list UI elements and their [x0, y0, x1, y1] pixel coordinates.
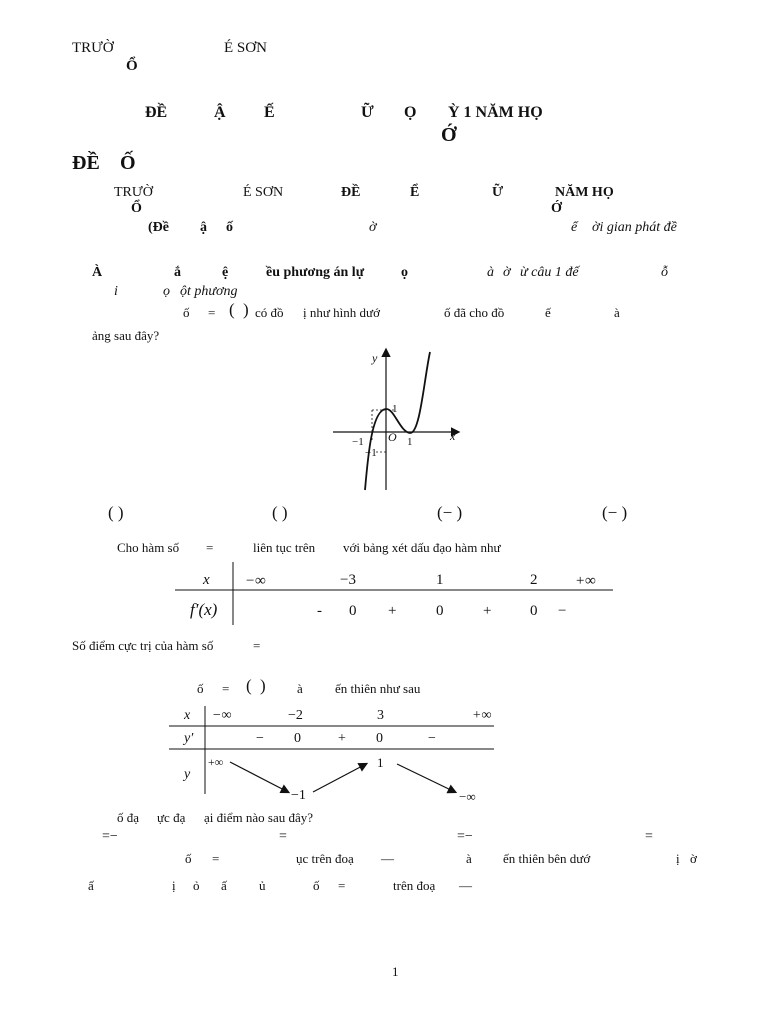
q2-text-3: với bảng xét dấu đạo hàm như: [343, 540, 501, 555]
de-label-2: Ố: [120, 152, 136, 174]
q3-table-m2: −2: [288, 708, 303, 723]
q2-table-x: x: [203, 572, 210, 588]
graph-tick-y-neg: −1: [365, 447, 377, 459]
page-number: 1: [392, 964, 399, 979]
title-part-2: Ậ: [214, 104, 226, 121]
q3-text-2: à: [297, 681, 303, 696]
note-d: ể: [571, 220, 578, 235]
q2-table-sign-4: −: [558, 603, 567, 619]
q4-l2-7: trên đoạ: [393, 878, 436, 893]
q2-table-1: 1: [436, 572, 444, 588]
section-a-line2-1: i: [114, 284, 118, 299]
q2-text-2: liên tục trên: [253, 540, 316, 555]
q4-l2-dash: —: [459, 878, 472, 893]
de-label-1: ĐỀ: [72, 152, 100, 174]
q3-answer-a[interactable]: =−: [102, 829, 118, 844]
graph-y-label: y: [372, 351, 378, 365]
q4-l2-3: ỏ: [193, 878, 200, 893]
section-a-5: ọ: [401, 265, 408, 280]
section-a-9: ỗ: [661, 265, 668, 280]
sub-year-diac: Ớ: [551, 201, 562, 216]
q3-table-sign-3: −: [428, 731, 436, 746]
q1-answer-d[interactable]: (− ): [602, 503, 628, 522]
q3-table-zero-2: 0: [376, 731, 383, 746]
section-a-7: ờ: [503, 265, 511, 280]
q2-table-neg-inf: −∞: [245, 573, 266, 589]
q1-answer-a[interactable]: ( ): [108, 503, 124, 522]
q3-table-y-neg-inf: −∞: [459, 789, 476, 804]
q1-answer-c[interactable]: (− ): [437, 503, 463, 522]
q2-table-zero-2: 0: [436, 603, 444, 619]
section-a-1: À: [92, 265, 103, 280]
graph-tick-y-pos: 1: [392, 403, 398, 415]
q1-paren-close: ): [243, 300, 249, 319]
q3-text-1: ố: [197, 681, 204, 696]
q3-table-3: 3: [377, 708, 384, 723]
q3-text-eq: =: [222, 681, 230, 696]
graph-tick-x-neg: −1: [352, 436, 364, 448]
title-part-5: Ọ: [404, 104, 417, 121]
q3-arrow-up: [313, 764, 366, 792]
q1-line2: ảng sau đây?: [92, 328, 160, 343]
q4-l1-eq: =: [212, 851, 220, 866]
sub-school: TRƯỜ: [114, 185, 153, 200]
note-c: ờ: [369, 220, 377, 235]
school-name-right: É SƠN: [224, 40, 267, 56]
section-a-6: à: [487, 265, 494, 280]
note-e: ời gian phát đề: [592, 220, 677, 235]
q3-arrow-down-2: [397, 764, 455, 792]
q4-l2-1: ấ: [88, 878, 94, 893]
section-a-2: ắ: [174, 265, 181, 280]
q3-table-zero-1: 0: [294, 731, 301, 746]
section-a-3: ệ: [222, 265, 229, 280]
q1-word-1: ố: [183, 305, 190, 320]
q3-table-neg-inf: −∞: [212, 708, 232, 723]
q1-answer-b[interactable]: ( ): [272, 503, 288, 522]
q4-l2-5: ủ: [259, 878, 266, 893]
sub-de: ĐỀ: [341, 185, 361, 200]
q3-answer-c[interactable]: =−: [457, 829, 473, 844]
sub-school-right: É SƠN: [243, 185, 284, 200]
q3-paren-open: (: [246, 676, 252, 695]
graph-curve: [365, 352, 430, 490]
q3-table-yprime: y′: [184, 731, 194, 746]
q3-question-2: ực đạ: [157, 810, 186, 825]
q3-table-pos-inf: +∞: [472, 708, 492, 723]
q2-question: Số điểm cực trị của hàm số: [72, 638, 214, 653]
q4-l2-6: ố: [313, 878, 320, 893]
q2-table-sign-3: +: [483, 603, 492, 619]
q2-question-eq: =: [253, 638, 261, 653]
q3-question-1: ố đạ: [117, 810, 140, 825]
note-b: ố: [226, 220, 233, 235]
q3-table-y-pos-inf: +∞: [208, 755, 224, 769]
q1-word-6: à: [614, 305, 620, 320]
q3-text-3: ến thiên như sau: [335, 681, 421, 696]
q1-word-5: ế: [545, 305, 551, 320]
q4-l2-eq: =: [338, 878, 346, 893]
q3-table-x: x: [184, 708, 191, 723]
q4-l1-5: ị: [676, 851, 680, 866]
q4-l1-6: ờ: [690, 851, 697, 866]
q1-eq: =: [208, 305, 216, 320]
q3-table-sign-2: +: [338, 731, 346, 746]
q3-table-sign-1: −: [256, 731, 264, 746]
q2-table-m3: −3: [340, 572, 356, 588]
q1-word-4: ố đã cho đồ: [444, 305, 505, 320]
q3-arrow-down-1: [230, 762, 288, 792]
q4-l1-3: à: [466, 851, 472, 866]
q2-table-sign-2: +: [388, 603, 397, 619]
sub-year: NĂM HỌ: [555, 185, 614, 200]
sub-school-diac: Ổ: [131, 201, 142, 216]
title-part-3: Ế: [264, 104, 275, 121]
q2-table-zero-3: 0: [530, 603, 538, 619]
graph-tick-x-pos: 1: [407, 436, 413, 448]
section-a-line2-3: ột phương: [180, 284, 238, 299]
q2-table-pos-inf: +∞: [575, 573, 596, 589]
note-a: ậ: [200, 220, 207, 235]
q3-table-y: y: [184, 767, 191, 782]
school-name-diacritic: Ổ: [126, 58, 138, 74]
graph-x-label: x: [450, 429, 456, 443]
school-name-left: TRƯỜ: [72, 40, 114, 56]
q4-l1-2: ục trên đoạ: [296, 851, 354, 866]
q2-table-sign-1: -: [317, 603, 322, 619]
q3-table-y-1: 1: [377, 755, 384, 770]
q2-table-2: 2: [530, 572, 538, 588]
q3-answer-b[interactable]: =: [279, 829, 287, 844]
title-part-4: Ữ: [361, 104, 374, 121]
q3-question-3: ại điểm nào sau đây?: [204, 810, 314, 825]
q3-paren-close: ): [260, 676, 266, 695]
q3-answer-d[interactable]: =: [645, 829, 653, 844]
section-a-line2-2: ọ: [163, 284, 170, 299]
q2-text-1: Cho hàm số: [117, 540, 180, 555]
q4-l1-4: ến thiên bên dướ: [503, 851, 591, 866]
q2-text-eq: =: [206, 540, 214, 555]
q4-l2-2: ị: [172, 878, 176, 893]
q4-l1-dash: —: [381, 851, 394, 866]
q1-word-3: ị như hình dướ: [303, 305, 380, 320]
q3-table-y-m1: −1: [291, 788, 306, 803]
note-open: (Đề: [148, 220, 169, 235]
section-a-4: ều phương án lự: [266, 265, 365, 280]
q4-l1-1: ố: [185, 851, 192, 866]
graph-origin: O: [388, 430, 397, 444]
title-part-1: ĐỀ: [145, 104, 168, 121]
q1-word-2: có đồ: [255, 305, 284, 320]
title-diacritic: Ớ: [441, 124, 457, 146]
sub-e: Ể: [410, 185, 420, 200]
q1-paren-open: (: [229, 300, 235, 319]
section-a-8: ừ câu 1 đế: [520, 265, 579, 280]
sub-u: Ữ: [492, 185, 504, 200]
q2-table-zero-1: 0: [349, 603, 357, 619]
title-part-6: Ỳ 1 NĂM HỌ: [448, 104, 543, 121]
q2-table-fprime: f′(x): [190, 600, 218, 619]
q4-l2-4: ấ: [221, 878, 227, 893]
